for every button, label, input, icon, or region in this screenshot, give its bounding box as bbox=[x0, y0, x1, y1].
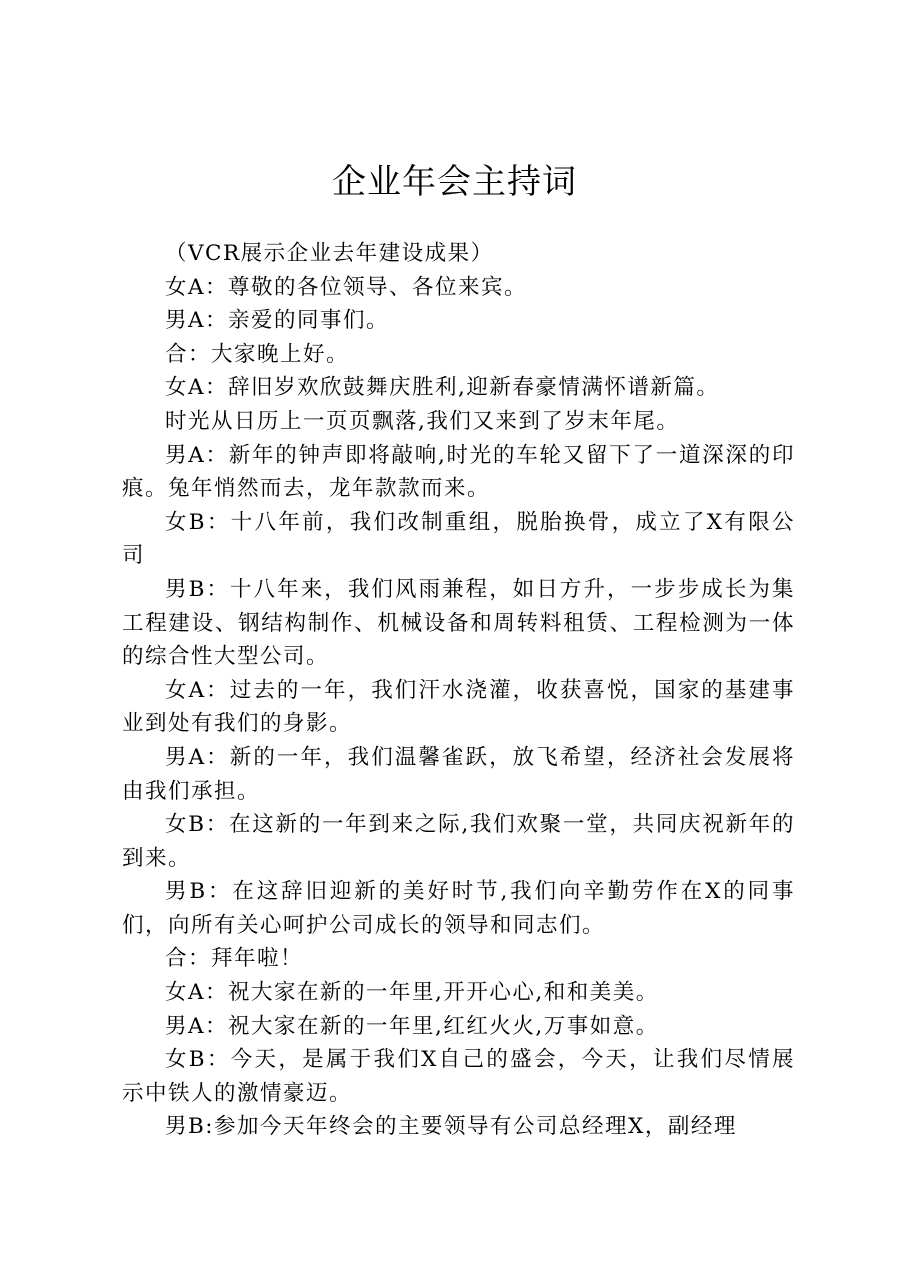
document-body bbox=[122, 237, 795, 1144]
paragraph: 合：拜年啦！ bbox=[165, 946, 304, 972]
paragraph: 女B：在这新的一年到来之际,我们欢聚一堂，共同庆祝新年的到来。 bbox=[122, 812, 795, 871]
paragraph: 女B：十八年前，我们改制重组，脱胎换骨，成立了X有限公司 bbox=[122, 509, 795, 569]
paragraph: 合：大家晚上好。 bbox=[165, 341, 350, 367]
paragraph: 男A：祝大家在新的一年里,红红火火,万事如意。 bbox=[165, 1013, 659, 1039]
paragraph: 男A：亲爱的同事们。 bbox=[165, 308, 390, 334]
paragraph: 女A：尊敬的各位领导、各位来宾。 bbox=[165, 274, 528, 300]
paragraph: 男B：十八年来，我们风雨兼程，如日方升，一步步成长为集工程建设、钢结构制作、机械设备和周转料租赁、工程检测为一体的综合性大型公司。 bbox=[122, 576, 795, 670]
paragraph: 男B:参加今天年终会的主要领导有公司总经理X，副经理 bbox=[165, 1114, 737, 1140]
paragraph: 男A：新的一年，我们温馨雀跃，放飞希望，经济社会发展将由我们承担。 bbox=[122, 744, 795, 804]
paragraph: 时光从日历上一页页飘落,我们又来到了岁末年尾。 bbox=[165, 408, 680, 434]
paragraph: 女A：祝大家在新的一年里,开开心心,和和美美。 bbox=[165, 980, 659, 1006]
paragraph: 男A：新年的钟声即将敲响,时光的车轮又留下了一道深深的印痕。兔年悄然而去，龙年款款而来。 bbox=[122, 442, 795, 502]
paragraph: 男B：在这辞旧迎新的美好时节,我们向辛勤劳作在X的同事们，向所有关心呵护公司成长的领导和同志们。 bbox=[122, 879, 795, 938]
document-title: 企业年会主持词 bbox=[332, 162, 577, 202]
paragraph: 女A：过去的一年，我们汗水浇灌，收获喜悦，国家的基建事业到处有我们的身影。 bbox=[122, 677, 795, 737]
paragraph: （VCR展示企业去年建设成果） bbox=[165, 241, 494, 266]
paragraph: 女B：今天，是属于我们X自己的盛会，今天，让我们尽情展示中铁人的激情豪迈。 bbox=[122, 1047, 795, 1106]
paragraph: 女A：辞旧岁欢欣鼓舞庆胜利,迎新春豪情满怀谱新篇。 bbox=[165, 375, 720, 401]
